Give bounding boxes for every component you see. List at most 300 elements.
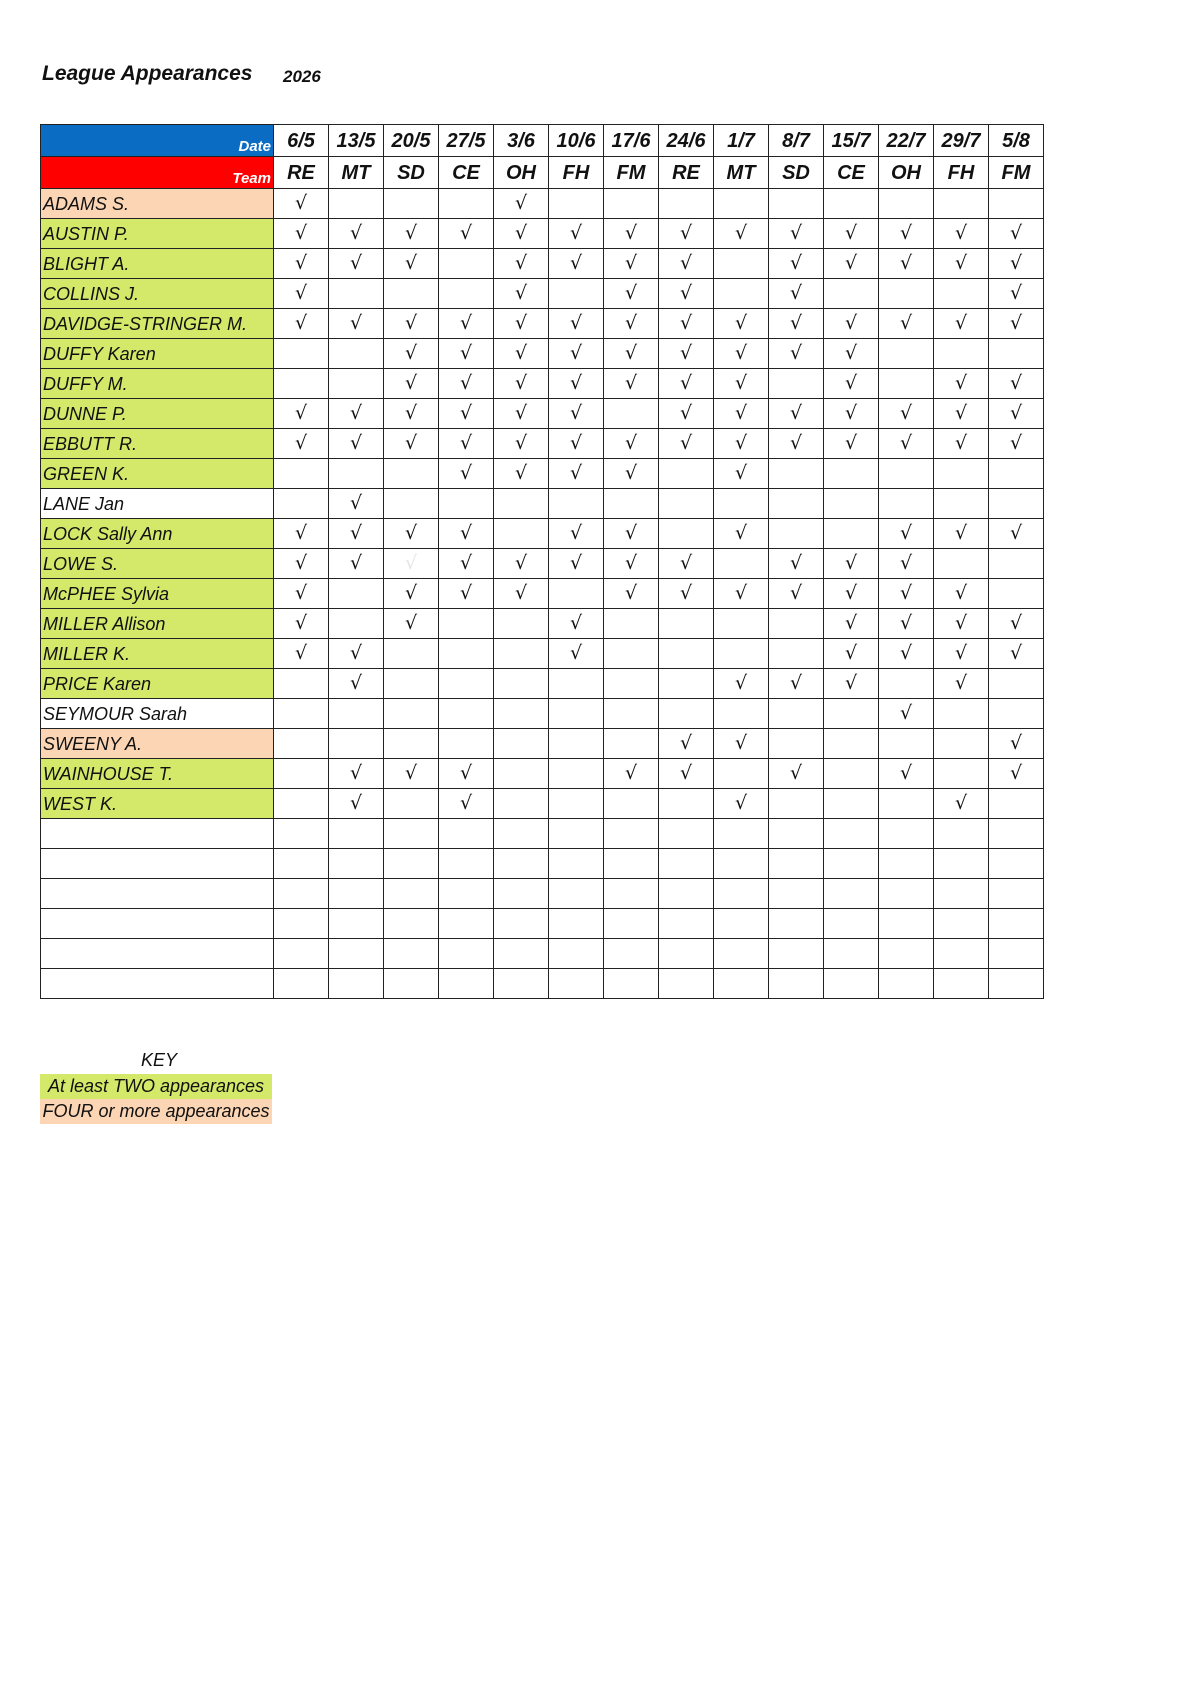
appearance-cell bbox=[769, 369, 824, 399]
appearance-cell bbox=[714, 849, 769, 879]
appearance-cell: √ bbox=[879, 579, 934, 609]
appearance-cell: √ bbox=[274, 249, 329, 279]
appearance-cell: √ bbox=[384, 369, 439, 399]
appearance-cell bbox=[604, 729, 659, 759]
appearance-cell bbox=[879, 819, 934, 849]
appearance-cell: √ bbox=[989, 219, 1044, 249]
appearance-cell bbox=[494, 879, 549, 909]
appearance-cell bbox=[604, 489, 659, 519]
appearance-cell bbox=[659, 519, 714, 549]
appearance-cell: √ bbox=[274, 609, 329, 639]
appearance-cell bbox=[604, 909, 659, 939]
appearance-cell bbox=[494, 669, 549, 699]
appearance-cell bbox=[989, 939, 1044, 969]
appearance-cell: √ bbox=[494, 579, 549, 609]
player-row bbox=[41, 849, 1044, 879]
date-header-label: Date bbox=[41, 125, 274, 157]
page-title: League Appearances bbox=[42, 62, 253, 85]
appearance-cell bbox=[274, 849, 329, 879]
appearance-cell: √ bbox=[934, 789, 989, 819]
team-cell: CE bbox=[824, 157, 879, 189]
appearance-cell: √ bbox=[714, 579, 769, 609]
appearance-cell bbox=[384, 279, 439, 309]
appearance-cell bbox=[934, 279, 989, 309]
appearance-cell: √ bbox=[769, 429, 824, 459]
player-row bbox=[41, 189, 1044, 219]
appearance-cell: √ bbox=[714, 369, 769, 399]
season-year: 2026 bbox=[283, 67, 321, 86]
appearance-cell bbox=[494, 759, 549, 789]
player-name: COLLINS J. bbox=[41, 279, 274, 309]
appearance-cell: √ bbox=[824, 669, 879, 699]
appearance-cell bbox=[494, 489, 549, 519]
appearance-cell: √ bbox=[604, 459, 659, 489]
appearance-cell: √ bbox=[604, 429, 659, 459]
player-name: DUFFY M. bbox=[41, 369, 274, 399]
appearance-cell bbox=[879, 279, 934, 309]
appearance-cell bbox=[934, 969, 989, 999]
appearance-cell: √ bbox=[989, 279, 1044, 309]
appearance-cell: √ bbox=[604, 549, 659, 579]
appearance-cell bbox=[989, 459, 1044, 489]
appearance-cell: √ bbox=[274, 579, 329, 609]
appearance-cell bbox=[769, 729, 824, 759]
appearance-cell bbox=[934, 759, 989, 789]
appearance-cell bbox=[549, 879, 604, 909]
appearance-cell bbox=[879, 849, 934, 879]
appearance-cell: √ bbox=[659, 729, 714, 759]
appearance-cell: √ bbox=[329, 219, 384, 249]
appearance-cell: √ bbox=[989, 609, 1044, 639]
appearance-cell: √ bbox=[989, 519, 1044, 549]
appearance-cell bbox=[659, 189, 714, 219]
appearance-cell: √ bbox=[494, 459, 549, 489]
appearance-cell bbox=[934, 819, 989, 849]
player-row bbox=[41, 369, 1044, 399]
team-cell: RE bbox=[274, 157, 329, 189]
appearance-cell: √ bbox=[494, 399, 549, 429]
appearance-cell bbox=[439, 879, 494, 909]
appearance-cell bbox=[769, 519, 824, 549]
appearance-cell: √ bbox=[879, 309, 934, 339]
appearance-cell bbox=[824, 459, 879, 489]
player-name: DAVIDGE-STRINGER M. bbox=[41, 309, 274, 339]
date-cell: 17/6 bbox=[604, 125, 659, 157]
appearance-cell: √ bbox=[659, 579, 714, 609]
appearance-cell: √ bbox=[329, 489, 384, 519]
appearance-cell: √ bbox=[824, 549, 879, 579]
appearance-cell bbox=[329, 879, 384, 909]
appearance-cell bbox=[879, 669, 934, 699]
appearance-cell bbox=[274, 459, 329, 489]
appearance-cell bbox=[989, 819, 1044, 849]
appearance-cell bbox=[329, 609, 384, 639]
appearance-cell: √ bbox=[549, 369, 604, 399]
appearance-cell: √ bbox=[439, 549, 494, 579]
appearance-cell: √ bbox=[384, 219, 439, 249]
appearance-cell bbox=[274, 369, 329, 399]
appearance-cell bbox=[879, 879, 934, 909]
appearance-cell bbox=[714, 759, 769, 789]
appearance-cell: √ bbox=[439, 519, 494, 549]
appearance-cell bbox=[659, 669, 714, 699]
appearance-cell bbox=[824, 519, 879, 549]
appearance-cell bbox=[769, 819, 824, 849]
appearance-cell bbox=[824, 699, 879, 729]
appearance-cell bbox=[934, 459, 989, 489]
player-row bbox=[41, 519, 1044, 549]
appearance-cell: √ bbox=[549, 249, 604, 279]
appearance-cell: √ bbox=[604, 759, 659, 789]
appearance-cell bbox=[989, 909, 1044, 939]
appearance-cell: √ bbox=[329, 429, 384, 459]
appearance-cell bbox=[329, 189, 384, 219]
key-title: KEY bbox=[141, 1050, 178, 1070]
appearance-cell bbox=[329, 969, 384, 999]
appearance-cell bbox=[659, 639, 714, 669]
appearance-cell bbox=[769, 789, 824, 819]
appearance-cell bbox=[604, 819, 659, 849]
appearance-cell: √ bbox=[439, 459, 494, 489]
appearance-cell bbox=[549, 729, 604, 759]
appearance-cell: √ bbox=[549, 459, 604, 489]
player-name bbox=[41, 969, 274, 999]
appearance-cell bbox=[989, 789, 1044, 819]
appearance-cell: √ bbox=[439, 789, 494, 819]
appearance-cell: √ bbox=[769, 219, 824, 249]
appearance-cell bbox=[824, 879, 879, 909]
appearance-cell bbox=[274, 969, 329, 999]
player-name: PRICE Karen bbox=[41, 669, 274, 699]
appearance-cell bbox=[604, 639, 659, 669]
appearance-cell: √ bbox=[714, 519, 769, 549]
appearance-cell bbox=[769, 459, 824, 489]
appearance-cell bbox=[714, 909, 769, 939]
appearance-cell bbox=[494, 729, 549, 759]
appearance-cell bbox=[769, 489, 824, 519]
appearance-cell bbox=[384, 879, 439, 909]
appearance-cell bbox=[604, 939, 659, 969]
appearance-cell bbox=[494, 639, 549, 669]
appearance-cell bbox=[989, 579, 1044, 609]
appearance-cell: √ bbox=[549, 549, 604, 579]
appearance-cell bbox=[549, 789, 604, 819]
appearance-cell bbox=[769, 699, 824, 729]
appearance-cell: √ bbox=[329, 519, 384, 549]
appearance-cell bbox=[439, 249, 494, 279]
appearance-cell bbox=[549, 759, 604, 789]
appearance-cell: √ bbox=[439, 579, 494, 609]
date-cell: 5/8 bbox=[989, 125, 1044, 157]
appearance-cell bbox=[549, 189, 604, 219]
appearance-cell bbox=[989, 849, 1044, 879]
appearance-cell bbox=[329, 699, 384, 729]
appearance-cell: √ bbox=[934, 639, 989, 669]
appearance-cell bbox=[384, 729, 439, 759]
appearance-cell bbox=[604, 879, 659, 909]
appearance-cell bbox=[549, 969, 604, 999]
appearance-cell bbox=[769, 849, 824, 879]
appearance-cell bbox=[659, 489, 714, 519]
player-row bbox=[41, 699, 1044, 729]
appearance-cell: √ bbox=[384, 309, 439, 339]
player-name bbox=[41, 849, 274, 879]
player-name: LOCK Sally Ann bbox=[41, 519, 274, 549]
appearance-cell: √ bbox=[604, 279, 659, 309]
appearance-cell: √ bbox=[549, 519, 604, 549]
appearance-cell bbox=[934, 909, 989, 939]
appearance-cell: √ bbox=[879, 519, 934, 549]
appearance-cell bbox=[274, 939, 329, 969]
appearance-cell: √ bbox=[989, 429, 1044, 459]
appearance-cell bbox=[714, 819, 769, 849]
appearance-cell: √ bbox=[494, 309, 549, 339]
appearance-cell: √ bbox=[274, 279, 329, 309]
appearance-cell bbox=[659, 699, 714, 729]
appearance-cell bbox=[329, 909, 384, 939]
appearance-cell bbox=[879, 969, 934, 999]
appearance-cell: √ bbox=[824, 429, 879, 459]
player-row bbox=[41, 909, 1044, 939]
appearance-cell: √ bbox=[274, 519, 329, 549]
appearance-cell bbox=[824, 819, 879, 849]
player-row bbox=[41, 429, 1044, 459]
appearance-cell bbox=[659, 909, 714, 939]
appearance-cell: √ bbox=[494, 369, 549, 399]
appearance-cell bbox=[274, 819, 329, 849]
appearance-cell bbox=[439, 939, 494, 969]
date-cell: 20/5 bbox=[384, 125, 439, 157]
appearance-cell: √ bbox=[494, 219, 549, 249]
appearance-cell bbox=[879, 489, 934, 519]
appearance-cell bbox=[769, 189, 824, 219]
player-row bbox=[41, 459, 1044, 489]
appearance-cell: √ bbox=[879, 699, 934, 729]
appearance-cell bbox=[824, 789, 879, 819]
appearance-cell: √ bbox=[769, 549, 824, 579]
appearance-cell bbox=[714, 489, 769, 519]
player-name: GREEN K. bbox=[41, 459, 274, 489]
team-cell: OH bbox=[494, 157, 549, 189]
appearance-cell: √ bbox=[879, 639, 934, 669]
team-cell: OH bbox=[879, 157, 934, 189]
appearance-cell: √ bbox=[714, 729, 769, 759]
player-name: BLIGHT A. bbox=[41, 249, 274, 279]
player-row bbox=[41, 789, 1044, 819]
appearance-cell bbox=[769, 609, 824, 639]
appearance-cell: √ bbox=[494, 189, 549, 219]
appearance-cell bbox=[604, 969, 659, 999]
team-cell: SD bbox=[384, 157, 439, 189]
player-name: AUSTIN P. bbox=[41, 219, 274, 249]
team-cell: FM bbox=[989, 157, 1044, 189]
appearance-cell bbox=[934, 189, 989, 219]
appearance-cell: √ bbox=[824, 309, 879, 339]
player-name: DUNNE P. bbox=[41, 399, 274, 429]
appearance-cell bbox=[439, 699, 494, 729]
appearance-cell: √ bbox=[549, 429, 604, 459]
team-cell: SD bbox=[769, 157, 824, 189]
appearance-cell bbox=[989, 189, 1044, 219]
appearance-cell bbox=[274, 729, 329, 759]
appearance-cell: √ bbox=[989, 249, 1044, 279]
appearance-cell bbox=[549, 579, 604, 609]
appearance-cell bbox=[659, 939, 714, 969]
appearance-cell bbox=[879, 789, 934, 819]
appearance-cell bbox=[934, 339, 989, 369]
appearance-cell: √ bbox=[384, 339, 439, 369]
appearance-cell bbox=[329, 369, 384, 399]
player-row bbox=[41, 969, 1044, 999]
appearance-cell bbox=[934, 849, 989, 879]
appearance-cell: √ bbox=[769, 579, 824, 609]
appearance-cell bbox=[329, 729, 384, 759]
appearance-cell: √ bbox=[659, 759, 714, 789]
appearance-cell: √ bbox=[934, 669, 989, 699]
appearance-cell bbox=[659, 879, 714, 909]
appearance-cell: √ bbox=[934, 609, 989, 639]
appearance-cell: √ bbox=[714, 669, 769, 699]
appearance-cell: √ bbox=[549, 339, 604, 369]
appearance-cell bbox=[604, 699, 659, 729]
player-name: McPHEE Sylvia bbox=[41, 579, 274, 609]
appearance-cell bbox=[549, 699, 604, 729]
appearance-cell bbox=[659, 849, 714, 879]
appearance-cell bbox=[274, 909, 329, 939]
appearance-cell bbox=[439, 489, 494, 519]
appearance-cell: √ bbox=[384, 609, 439, 639]
appearance-cell bbox=[549, 939, 604, 969]
appearance-cell: √ bbox=[659, 279, 714, 309]
appearance-cell bbox=[824, 969, 879, 999]
appearance-cell bbox=[879, 369, 934, 399]
appearance-cell: √ bbox=[329, 309, 384, 339]
appearance-cell: √ bbox=[934, 249, 989, 279]
appearance-cell: √ bbox=[659, 369, 714, 399]
date-cell: 10/6 bbox=[549, 125, 604, 157]
appearance-cell bbox=[384, 669, 439, 699]
appearance-cell bbox=[659, 819, 714, 849]
player-row bbox=[41, 639, 1044, 669]
appearance-cell bbox=[714, 189, 769, 219]
appearance-cell bbox=[494, 519, 549, 549]
appearance-cell bbox=[824, 909, 879, 939]
appearance-cell: √ bbox=[769, 669, 824, 699]
date-cell: 29/7 bbox=[934, 125, 989, 157]
appearance-cell: √ bbox=[659, 249, 714, 279]
appearance-cell: √ bbox=[659, 309, 714, 339]
appearance-cell: √ bbox=[384, 549, 439, 579]
appearance-cell bbox=[439, 189, 494, 219]
appearance-cell bbox=[274, 789, 329, 819]
appearance-cell: √ bbox=[274, 189, 329, 219]
team-cell: FM bbox=[604, 157, 659, 189]
appearance-cell: √ bbox=[604, 369, 659, 399]
appearance-cell: √ bbox=[274, 219, 329, 249]
appearance-cell bbox=[769, 639, 824, 669]
appearance-cell: √ bbox=[274, 429, 329, 459]
appearance-cell: √ bbox=[879, 759, 934, 789]
appearance-cell: √ bbox=[824, 399, 879, 429]
appearance-cell: √ bbox=[989, 759, 1044, 789]
appearance-cell bbox=[824, 279, 879, 309]
appearance-cell: √ bbox=[439, 339, 494, 369]
player-name: SEYMOUR Sarah bbox=[41, 699, 274, 729]
appearance-cell bbox=[934, 549, 989, 579]
appearance-cell bbox=[989, 669, 1044, 699]
appearance-cell bbox=[494, 819, 549, 849]
appearance-cell bbox=[494, 789, 549, 819]
appearance-cell: √ bbox=[824, 369, 879, 399]
appearance-cell: √ bbox=[384, 249, 439, 279]
appearance-cell bbox=[604, 399, 659, 429]
appearance-cell bbox=[604, 789, 659, 819]
appearance-cell: √ bbox=[824, 609, 879, 639]
appearance-cell: √ bbox=[714, 429, 769, 459]
appearance-cell bbox=[824, 729, 879, 759]
player-row bbox=[41, 489, 1044, 519]
appearance-cell bbox=[659, 969, 714, 999]
appearance-cell bbox=[274, 339, 329, 369]
appearance-cell bbox=[824, 849, 879, 879]
appearance-cell bbox=[329, 279, 384, 309]
appearance-cell: √ bbox=[714, 789, 769, 819]
appearance-cell bbox=[989, 969, 1044, 999]
player-name bbox=[41, 879, 274, 909]
appearance-cell: √ bbox=[439, 309, 494, 339]
appearance-cell bbox=[714, 879, 769, 909]
appearance-cell bbox=[879, 729, 934, 759]
appearance-cell: √ bbox=[384, 429, 439, 459]
appearance-cell: √ bbox=[769, 309, 824, 339]
player-row bbox=[41, 249, 1044, 279]
player-name: MILLER K. bbox=[41, 639, 274, 669]
appearance-cell: √ bbox=[604, 519, 659, 549]
appearance-cell bbox=[769, 969, 824, 999]
player-name: LANE Jan bbox=[41, 489, 274, 519]
appearance-cell bbox=[384, 459, 439, 489]
appearance-cell bbox=[549, 849, 604, 879]
date-cell: 24/6 bbox=[659, 125, 714, 157]
appearance-cell: √ bbox=[604, 219, 659, 249]
appearance-cell bbox=[439, 969, 494, 999]
appearance-cell: √ bbox=[494, 549, 549, 579]
appearance-cell bbox=[604, 189, 659, 219]
team-header-row bbox=[41, 157, 1044, 189]
appearance-cell: √ bbox=[384, 399, 439, 429]
appearance-cell: √ bbox=[274, 399, 329, 429]
appearance-cell: √ bbox=[824, 339, 879, 369]
appearance-cell bbox=[659, 789, 714, 819]
player-row bbox=[41, 609, 1044, 639]
appearance-cell: √ bbox=[879, 429, 934, 459]
appearance-cell: √ bbox=[934, 219, 989, 249]
appearance-cell bbox=[549, 909, 604, 939]
appearance-cell: √ bbox=[989, 399, 1044, 429]
appearance-cell bbox=[989, 489, 1044, 519]
appearance-cell bbox=[384, 969, 439, 999]
appearance-cell bbox=[714, 939, 769, 969]
appearance-cell: √ bbox=[769, 759, 824, 789]
player-name: LOWE S. bbox=[41, 549, 274, 579]
appearance-cell bbox=[604, 609, 659, 639]
appearance-cell bbox=[659, 609, 714, 639]
appearance-cell: √ bbox=[824, 639, 879, 669]
appearance-cell bbox=[274, 879, 329, 909]
appearance-cell: √ bbox=[439, 219, 494, 249]
appearance-cell bbox=[274, 489, 329, 519]
appearance-cell bbox=[989, 879, 1044, 909]
